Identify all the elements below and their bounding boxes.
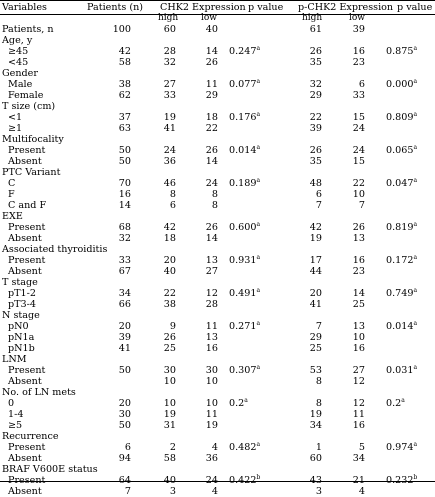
cell-pchk2-low: 24: [352, 145, 365, 156]
cell-pchk2-low: 11: [352, 409, 365, 420]
cell-chk2-high: 8: [169, 189, 176, 200]
cell-patients: 58: [118, 57, 131, 68]
cell-patients: 33: [118, 255, 131, 266]
row-label: T size (cm): [2, 101, 56, 112]
cell-chk2-low: 11: [205, 79, 218, 90]
cell-patients: 16: [118, 189, 131, 200]
cell-patients: 64: [118, 475, 131, 486]
row-label: 0: [8, 398, 15, 409]
cell-chk2-pvalue: 0.600$^a$: [229, 220, 261, 233]
cell-chk2-pvalue: 0.271$^a$: [229, 319, 261, 332]
cell-chk2-high: 42: [163, 222, 176, 233]
table-row: [0, 288, 435, 299]
cell-patients: 100: [112, 24, 131, 35]
row-label: Present: [8, 365, 46, 376]
cell-pchk2-pvalue: 0.065$^a$: [386, 143, 418, 156]
cell-chk2-low: 4: [211, 486, 218, 497]
row-label: C: [8, 178, 16, 189]
cell-pchk2-high: 20: [309, 288, 322, 299]
row-label: pT3-4: [8, 299, 36, 310]
cell-patients: 62: [118, 90, 131, 101]
cell-pchk2-high: 53: [309, 365, 322, 376]
cell-pchk2-high: 22: [309, 112, 322, 123]
footnote-marker: b: [256, 473, 261, 481]
table-row: [0, 112, 435, 123]
cell-chk2-high: 6: [169, 200, 176, 211]
cell-patients: 20: [118, 321, 131, 332]
header-patients: Patients (n): [87, 2, 144, 13]
cell-patients: 6: [124, 442, 131, 453]
cell-chk2-pvalue: 0.482$^a$: [229, 440, 261, 453]
footnote-marker: a: [256, 319, 261, 327]
header-pchk2: p-CHK2 Expression: [298, 2, 394, 13]
table-row: [0, 420, 435, 431]
cell-pchk2-high: 44: [309, 266, 322, 277]
top-rule: [0, 0, 435, 1]
cell-pchk2-pvalue: 0.047$^a$: [386, 176, 418, 189]
row-label: Absent: [8, 376, 42, 387]
row-label: Gender: [2, 68, 38, 79]
cell-chk2-high: 40: [163, 475, 176, 486]
cell-chk2-low: 10: [205, 398, 218, 409]
cell-chk2-low: 13: [205, 255, 218, 266]
cell-patients: 50: [118, 420, 131, 431]
table-row: [0, 277, 435, 288]
table-row: [0, 244, 435, 255]
footnote-marker: a: [413, 77, 418, 85]
row-label: <1: [8, 112, 23, 123]
row-label: BRAF V600E status: [2, 464, 98, 475]
table-row: [0, 134, 435, 145]
cell-chk2-high: 40: [163, 266, 176, 277]
cell-chk2-high: 38: [163, 299, 176, 310]
cell-pchk2-low: 24: [352, 123, 365, 134]
cell-chk2-high: 24: [163, 145, 176, 156]
footnote-marker: a: [244, 396, 248, 404]
footnote-marker: a: [413, 220, 418, 228]
cell-pchk2-high: 35: [309, 57, 322, 68]
cell-chk2-high: 27: [163, 79, 176, 90]
row-label: <45: [8, 57, 29, 68]
cell-chk2-high: 30: [163, 365, 176, 376]
row-label: Present: [8, 442, 46, 453]
cell-pchk2-low: 7: [358, 200, 365, 211]
cell-pchk2-pvalue: 0.2$^a$: [386, 396, 405, 409]
cell-pchk2-high: 32: [309, 79, 322, 90]
cell-chk2-low: 30: [205, 365, 218, 376]
cell-pchk2-pvalue: 0.031$^a$: [386, 363, 418, 376]
table-row: [0, 200, 435, 211]
cell-pchk2-high: 39: [309, 123, 322, 134]
row-label: LNM: [2, 354, 27, 365]
cell-patients: 50: [118, 365, 131, 376]
row-label: Recurrence: [2, 431, 59, 442]
cell-chk2-pvalue: 0.422$^b$: [229, 473, 261, 486]
cell-pchk2-low: 6: [358, 79, 365, 90]
cell-chk2-low: 8: [211, 200, 218, 211]
cell-patients: 34: [118, 288, 131, 299]
cell-patients: 50: [118, 156, 131, 167]
cell-pchk2-pvalue: 0.749$^a$: [386, 286, 418, 299]
cell-pchk2-low: 25: [352, 299, 365, 310]
table-row: [0, 332, 435, 343]
cell-pchk2-low: 10: [352, 189, 365, 200]
row-label: 1-4: [8, 409, 24, 420]
table-row: [0, 79, 435, 90]
cell-chk2-low: 14: [205, 156, 218, 167]
cell-chk2-high: 46: [163, 178, 176, 189]
cell-pchk2-pvalue: 0.974$^a$: [386, 440, 418, 453]
cell-chk2-pvalue: 0.077$^a$: [229, 77, 261, 90]
row-label: Patients, n: [2, 24, 54, 35]
cell-patients: 39: [118, 332, 131, 343]
cell-chk2-high: 9: [169, 321, 176, 332]
cell-pchk2-high: 19: [309, 233, 322, 244]
cell-chk2-high: 41: [163, 123, 176, 134]
cell-chk2-low: 28: [205, 299, 218, 310]
row-label: pN1b: [8, 343, 35, 354]
row-label: N stage: [2, 310, 40, 321]
cell-pchk2-low: 23: [352, 57, 365, 68]
footnote-marker: a: [256, 110, 261, 118]
row-label: ≥45: [8, 46, 29, 57]
row-label: Absent: [8, 266, 42, 277]
cell-pchk2-pvalue: 0.809$^a$: [386, 110, 418, 123]
subheader-chk2-low: low: [201, 13, 218, 23]
header-chk2: CHK2 Expression: [160, 2, 246, 13]
table-row: [0, 35, 435, 46]
cell-patients: 38: [118, 79, 131, 90]
subheader-chk2-high: high: [158, 13, 179, 23]
cell-pchk2-pvalue: 0.232$^b$: [386, 473, 418, 486]
row-label: Associated thyroiditis: [2, 244, 108, 255]
row-label: No. of LN mets: [2, 387, 76, 398]
cell-patients: 14: [118, 200, 131, 211]
cell-chk2-high: 19: [163, 112, 176, 123]
cell-pchk2-low: 16: [352, 46, 365, 57]
cell-chk2-pvalue: 0.931$^a$: [229, 253, 261, 266]
cell-chk2-high: 32: [163, 57, 176, 68]
cell-chk2-low: 10: [205, 376, 218, 387]
footnote-marker: a: [256, 253, 261, 261]
cell-chk2-low: 14: [205, 46, 218, 57]
cell-chk2-high: 19: [163, 409, 176, 420]
cell-chk2-pvalue: 0.2$^a$: [229, 396, 248, 409]
row-label: Absent: [8, 233, 42, 244]
cell-pchk2-high: 26: [309, 145, 322, 156]
table-row: [0, 123, 435, 134]
table-row: [0, 475, 435, 486]
cell-pchk2-high: 6: [315, 189, 322, 200]
footnote-marker: a: [413, 176, 418, 184]
cell-pchk2-high: 25: [309, 343, 322, 354]
cell-chk2-high: 10: [163, 376, 176, 387]
cell-pchk2-pvalue: 0.875$^a$: [386, 44, 418, 57]
cell-chk2-low: 26: [205, 57, 218, 68]
cell-pchk2-low: 15: [352, 112, 365, 123]
cell-pchk2-low: 14: [352, 288, 365, 299]
cell-pchk2-high: 35: [309, 156, 322, 167]
cell-pchk2-low: 13: [352, 233, 365, 244]
row-label: Absent: [8, 156, 42, 167]
cell-pchk2-high: 48: [309, 178, 322, 189]
footnote-marker: a: [413, 440, 418, 448]
row-label: ≥5: [8, 420, 23, 431]
cell-pchk2-high: 8: [315, 376, 322, 387]
table-row: [0, 211, 435, 222]
footnote-marker: a: [256, 220, 261, 228]
cell-chk2-high: 36: [163, 156, 176, 167]
footnote-marker: a: [413, 110, 418, 118]
cell-pchk2-high: 29: [309, 332, 322, 343]
cell-pchk2-high: 60: [309, 453, 322, 464]
cell-chk2-low: 27: [205, 266, 218, 277]
cell-pchk2-low: 16: [352, 343, 365, 354]
cell-chk2-low: 18: [205, 112, 218, 123]
cell-patients: 68: [118, 222, 131, 233]
table-row: [0, 387, 435, 398]
cell-chk2-pvalue: 0.014$^a$: [229, 143, 261, 156]
cell-pchk2-low: 4: [358, 486, 365, 497]
row-label: pN0: [8, 321, 29, 332]
footnote-marker: a: [413, 253, 418, 261]
cell-chk2-low: 19: [205, 420, 218, 431]
cell-patients: 37: [118, 112, 131, 123]
cell-pchk2-low: 23: [352, 266, 365, 277]
table-row: [0, 266, 435, 277]
header-variables: Variables: [2, 2, 47, 13]
cell-chk2-low: 26: [205, 222, 218, 233]
footnote-marker: a: [401, 396, 405, 404]
cell-pchk2-high: 7: [315, 200, 322, 211]
cell-pchk2-low: 15: [352, 156, 365, 167]
footnote-marker: b: [413, 473, 418, 481]
cell-chk2-high: 60: [163, 24, 176, 35]
cell-chk2-low: 36: [205, 453, 218, 464]
cell-pchk2-low: 16: [352, 420, 365, 431]
subheader-pchk2-low: low: [349, 13, 366, 23]
cell-pchk2-low: 39: [352, 24, 365, 35]
cell-pchk2-high: 34: [309, 420, 322, 431]
cell-chk2-high: 31: [163, 420, 176, 431]
cell-pchk2-low: 27: [352, 365, 365, 376]
cell-pchk2-high: 19: [309, 409, 322, 420]
cell-pchk2-low: 22: [352, 178, 365, 189]
cell-chk2-low: 29: [205, 90, 218, 101]
row-label: Absent: [8, 453, 42, 464]
cell-pchk2-high: 17: [309, 255, 322, 266]
cell-pchk2-low: 13: [352, 321, 365, 332]
table-row: [0, 57, 435, 68]
cell-chk2-high: 25: [163, 343, 176, 354]
cell-pchk2-high: 3: [315, 486, 322, 497]
cell-pchk2-low: 34: [352, 453, 365, 464]
footnote-marker: a: [256, 44, 261, 52]
cell-pchk2-high: 1: [315, 442, 322, 453]
cell-pchk2-low: 5: [358, 442, 365, 453]
table-row: [0, 255, 435, 266]
header-pvalue-2: p value: [397, 2, 433, 13]
row-label: Present: [8, 145, 46, 156]
cell-pchk2-low: 12: [352, 376, 365, 387]
cell-patients: 67: [118, 266, 131, 277]
cell-chk2-high: 20: [163, 255, 176, 266]
row-label: Female: [8, 90, 44, 101]
cell-pchk2-pvalue: 0.819$^a$: [386, 220, 418, 233]
cell-patients: 63: [118, 123, 131, 134]
row-label: Age, y: [2, 35, 33, 46]
cell-patients: 41: [118, 343, 131, 354]
row-label: pN1a: [8, 332, 35, 343]
cell-chk2-low: 8: [211, 189, 218, 200]
table-row: [0, 310, 435, 321]
cell-patients: 7: [124, 486, 131, 497]
header-pvalue-1: p value: [248, 2, 284, 13]
row-label: Present: [8, 475, 46, 486]
cell-chk2-low: 13: [205, 332, 218, 343]
cell-chk2-low: 22: [205, 123, 218, 134]
cell-pchk2-low: 12: [352, 398, 365, 409]
cell-chk2-low: 11: [205, 409, 218, 420]
cell-pchk2-low: 10: [352, 332, 365, 343]
cell-chk2-high: 22: [163, 288, 176, 299]
footnote-marker: a: [413, 143, 418, 151]
cell-pchk2-low: 26: [352, 222, 365, 233]
table-row: [0, 178, 435, 189]
cell-chk2-low: 24: [205, 178, 218, 189]
table-row: [0, 409, 435, 420]
row-label: PTC Variant: [2, 167, 61, 178]
cell-chk2-low: 40: [205, 24, 218, 35]
table-row: [0, 398, 435, 409]
cell-chk2-high: 28: [163, 46, 176, 57]
cell-chk2-low: 11: [205, 321, 218, 332]
cell-chk2-high: 26: [163, 332, 176, 343]
table-row: [0, 376, 435, 387]
table-row: [0, 90, 435, 101]
cell-chk2-pvalue: 0.491$^a$: [229, 286, 261, 299]
table-row: [0, 189, 435, 200]
cell-pchk2-pvalue: 0.000$^a$: [386, 77, 418, 90]
cell-pchk2-high: 61: [309, 24, 322, 35]
cell-chk2-high: 10: [163, 398, 176, 409]
cell-pchk2-low: 16: [352, 255, 365, 266]
cell-chk2-low: 16: [205, 343, 218, 354]
row-label: EXE: [2, 211, 23, 222]
footnote-marker: a: [256, 286, 261, 294]
table-row: [0, 321, 435, 332]
table-row: [0, 343, 435, 354]
cell-pchk2-high: 43: [309, 475, 322, 486]
row-label: Male: [8, 79, 33, 90]
table-row: [0, 24, 435, 35]
table-row: [0, 156, 435, 167]
cell-chk2-high: 2: [169, 442, 176, 453]
cell-chk2-low: 12: [205, 288, 218, 299]
footnote-marker: a: [413, 44, 418, 52]
table-row: [0, 453, 435, 464]
table-row: [0, 101, 435, 112]
cell-pchk2-pvalue: 0.014$^a$: [386, 319, 418, 332]
cell-patients: 32: [118, 233, 131, 244]
row-label: Multifocality: [2, 134, 64, 145]
cell-patients: 20: [118, 398, 131, 409]
cell-pchk2-high: 42: [309, 222, 322, 233]
footnote-marker: a: [256, 176, 261, 184]
row-label: pT1-2: [8, 288, 36, 299]
table-row: [0, 145, 435, 156]
table-row: [0, 486, 435, 497]
cell-pchk2-high: 7: [315, 321, 322, 332]
table-row: [0, 46, 435, 57]
table-row: [0, 167, 435, 178]
cell-patients: 42: [118, 46, 131, 57]
cell-chk2-high: 3: [169, 486, 176, 497]
row-label: Present: [8, 255, 46, 266]
row-label: F: [8, 189, 15, 200]
row-label: Absent: [8, 486, 42, 497]
footnote-marker: a: [413, 319, 418, 327]
table-row: [0, 442, 435, 453]
cell-chk2-pvalue: 0.176$^a$: [229, 110, 261, 123]
cell-chk2-pvalue: 0.189$^a$: [229, 176, 261, 189]
cell-patients: 30: [118, 409, 131, 420]
header-rule: [0, 14, 435, 15]
table-row: [0, 299, 435, 310]
cell-chk2-low: 24: [205, 475, 218, 486]
cell-patients: 66: [118, 299, 131, 310]
cell-chk2-pvalue: 0.307$^a$: [229, 363, 261, 376]
cell-pchk2-low: 33: [352, 90, 365, 101]
cell-chk2-pvalue: 0.247$^a$: [229, 44, 261, 57]
row-label: C and F: [8, 200, 47, 211]
table-row: [0, 365, 435, 376]
cell-patients: 50: [118, 145, 131, 156]
cell-patients: 94: [118, 453, 131, 464]
table-row: [0, 464, 435, 475]
row-label: ≥1: [8, 123, 23, 134]
cell-chk2-low: 14: [205, 233, 218, 244]
cell-pchk2-high: 41: [309, 299, 322, 310]
cell-pchk2-pvalue: 0.172$^a$: [386, 253, 418, 266]
footnote-marker: a: [256, 363, 261, 371]
subheader-pchk2-high: high: [302, 13, 323, 23]
footnote-marker: a: [413, 363, 418, 371]
table-row: [0, 354, 435, 365]
footnote-marker: a: [256, 77, 261, 85]
cell-chk2-high: 33: [163, 90, 176, 101]
cell-chk2-low: 26: [205, 145, 218, 156]
footnote-marker: a: [413, 286, 418, 294]
row-label: T stage: [2, 277, 38, 288]
table-row: [0, 222, 435, 233]
table-row: [0, 68, 435, 79]
cell-chk2-low: 4: [211, 442, 218, 453]
cell-pchk2-low: 21: [352, 475, 365, 486]
table-row: [0, 431, 435, 442]
cell-chk2-high: 18: [163, 233, 176, 244]
cell-patients: 70: [118, 178, 131, 189]
footnote-marker: a: [256, 440, 261, 448]
row-label: Present: [8, 222, 46, 233]
cell-chk2-high: 58: [163, 453, 176, 464]
cell-pchk2-high: 26: [309, 46, 322, 57]
footnote-marker: a: [256, 143, 261, 151]
table-row: [0, 233, 435, 244]
cell-pchk2-high: 8: [315, 398, 322, 409]
cell-pchk2-high: 29: [309, 90, 322, 101]
